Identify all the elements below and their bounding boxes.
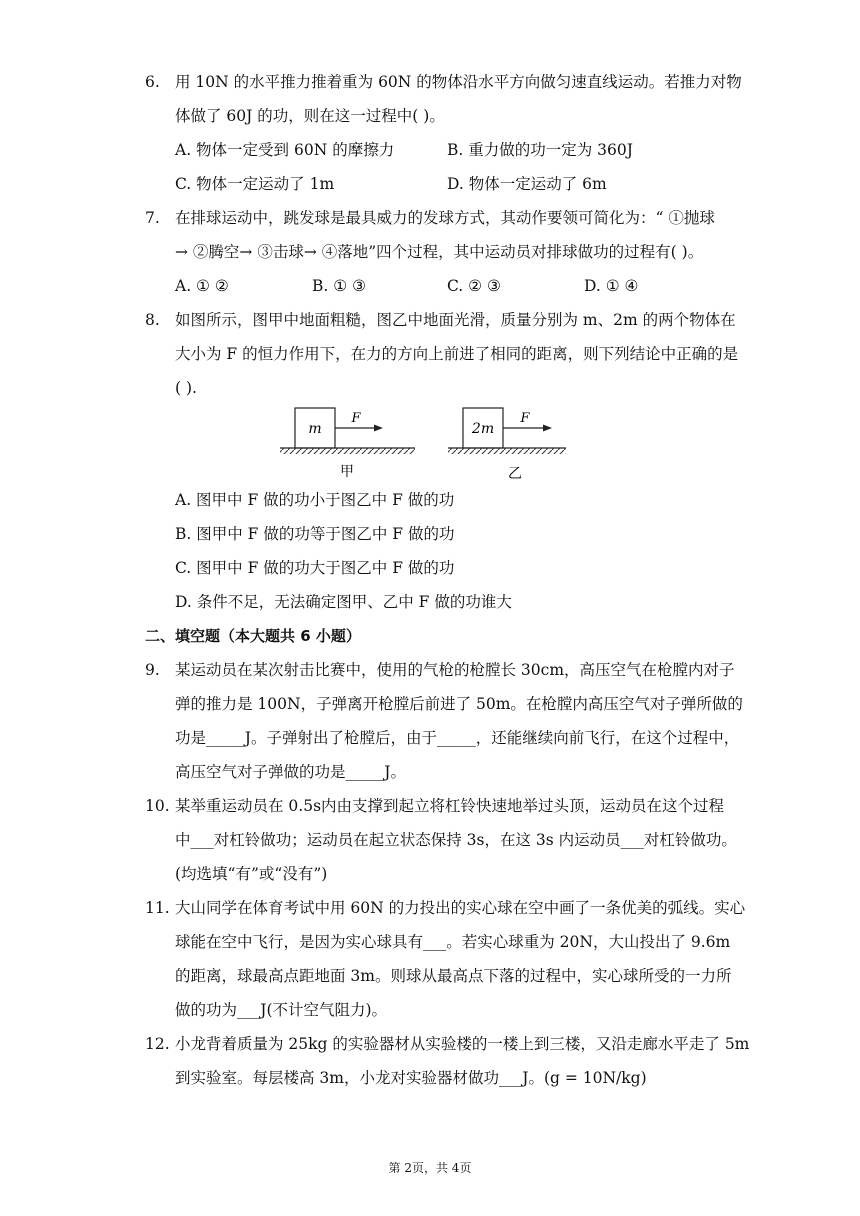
left-force-label: F (351, 411, 361, 426)
question-11-text-line-1: 大山同学在体育考试中用 60N 的力投出的实心球在空中画了一条优美的弧线。实心 (175, 899, 746, 917)
section-2-heading: 二、填空题（本大题共 6 小题） (145, 627, 361, 645)
question-8-text-line-2: 大小为 F 的恒力作用下，在力的方向上前进了相同的距离，则下列结论中正确的是 (175, 345, 739, 363)
question-11-text-line-3: 的距离，球最高点距地面 3m。则球从最高点下落的过程中，实心球所受的一力所 (175, 967, 732, 985)
question-10-number: 10. (145, 797, 170, 815)
question-9-text-line-3: 功是_____J。子弹射出了枪膛后，由于_____，还能继续向前飞行，在这个过程中， (175, 729, 740, 747)
question-12-text-line-2: 到实验室。每层楼高 3m，小龙对实验器材做功___J。(g = 10N/kg) (175, 1069, 647, 1087)
question-11-number: 11. (145, 899, 170, 917)
question-7-option-d: D. ① ④ (584, 277, 639, 295)
question-9-text-line-4: 高压空气对子弹做的功是_____J。 (175, 763, 406, 781)
question-6-option-a: A. 物体一定受到 60N 的摩擦力 (175, 141, 395, 159)
left-ground-hatch (280, 448, 415, 454)
question-12-text-line-1: 小龙背着质量为 25kg 的实验器材从实验楼的一楼上到三楼，又沿走廊水平走了 5m (175, 1035, 750, 1053)
question-8-text-line-3: ( ). (175, 379, 197, 397)
question-7-text-line-1: 在排球运动中，跳发球是最具威力的发球方式，其动作要领可简化为：“ ①抛球 (175, 209, 715, 227)
question-11-text-line-4: 做的功为___J(不计空气阻力)。 (175, 1001, 388, 1019)
question-8-option-d: D. 条件不足，无法确定图甲、乙中 F 做的功谁大 (175, 593, 512, 611)
question-12-number: 12. (145, 1035, 170, 1053)
diagram-right-scene (448, 408, 566, 482)
question-7-option-c: C. ② ③ (447, 277, 501, 295)
question-6-text-line-2: 体做了 60J 的功，则在这一过程中( )。 (175, 107, 445, 125)
question-8-option-c: C. 图甲中 F 做的功大于图乙中 F 做的功 (175, 559, 455, 577)
question-7-option-a: A. ① ② (175, 277, 229, 295)
right-caption: 乙 (508, 466, 522, 482)
question-6-option-c: C. 物体一定运动了 1m (175, 175, 335, 193)
question-6-text-line-1: 用 10N 的水平推力推着重为 60N 的物体沿水平方向做匀速直线运动。若推力对物 (175, 73, 742, 91)
page-footer: 第 2页，共 4页 (388, 1161, 472, 1175)
question-6-option-b: B. 重力做的功一定为 360J (447, 141, 633, 159)
question-6-number: 6. (145, 73, 160, 91)
question-8-number: 8. (145, 311, 160, 329)
question-9-text-line-1: 某运动员在某次射击比赛中，使用的气枪的枪膛长 30cm，高压空气在枪膛内对子 (175, 661, 735, 679)
question-9-text-line-2: 弹的推力是 100N，子弹离开枪膛后前进了 50m。在枪膛内高压空气对子弹所做的 (175, 695, 743, 713)
right-ground-hatch (448, 448, 566, 454)
question-7-option-b: B. ① ③ (312, 277, 366, 295)
question-11-text-line-2: 球能在空中飞行，是因为实心球具有___。若实心球重为 20N，大山投出了 9.6m (175, 933, 731, 951)
question-6-option-d: D. 物体一定运动了 6m (447, 175, 607, 193)
question-10-text-line-1: 某举重运动员在 0.5s内由支撑到起立将杠铃快速地举过头顶，运动员在这个过程 (175, 797, 725, 815)
force-diagram (270, 402, 570, 492)
left-block-label: m (308, 421, 322, 437)
left-caption: 甲 (340, 464, 354, 480)
question-8-option-a: A. 图甲中 F 做的功小于图乙中 F 做的功 (175, 491, 455, 509)
right-block-label: 2m (471, 421, 495, 437)
question-8-text-line-1: 如图所示，图甲中地面粗糙，图乙中地面光滑，质量分别为 m、2m 的两个物体在 (175, 311, 736, 329)
question-8-option-b: B. 图甲中 F 做的功等于图乙中 F 做的功 (175, 525, 455, 543)
left-force-arrowhead (374, 425, 383, 432)
question-7-text-line-2: → ②腾空→ ③击球→ ④落地”四个过程，其中运动员对排球做功的过程有( )。 (175, 243, 704, 261)
question-7-number: 7. (145, 209, 160, 227)
question-10-text-line-3: (均选填“有”或“没有”) (175, 865, 328, 883)
right-force-label: F (520, 411, 530, 426)
question-9-number: 9. (145, 661, 160, 679)
diagram-left-scene (280, 408, 415, 480)
right-force-arrowhead (543, 425, 552, 432)
question-10-text-line-2: 中___对杠铃做功；运动员在起立状态保持 3s，在这 3s 内运动员___对杠铃做功。 (175, 831, 737, 849)
